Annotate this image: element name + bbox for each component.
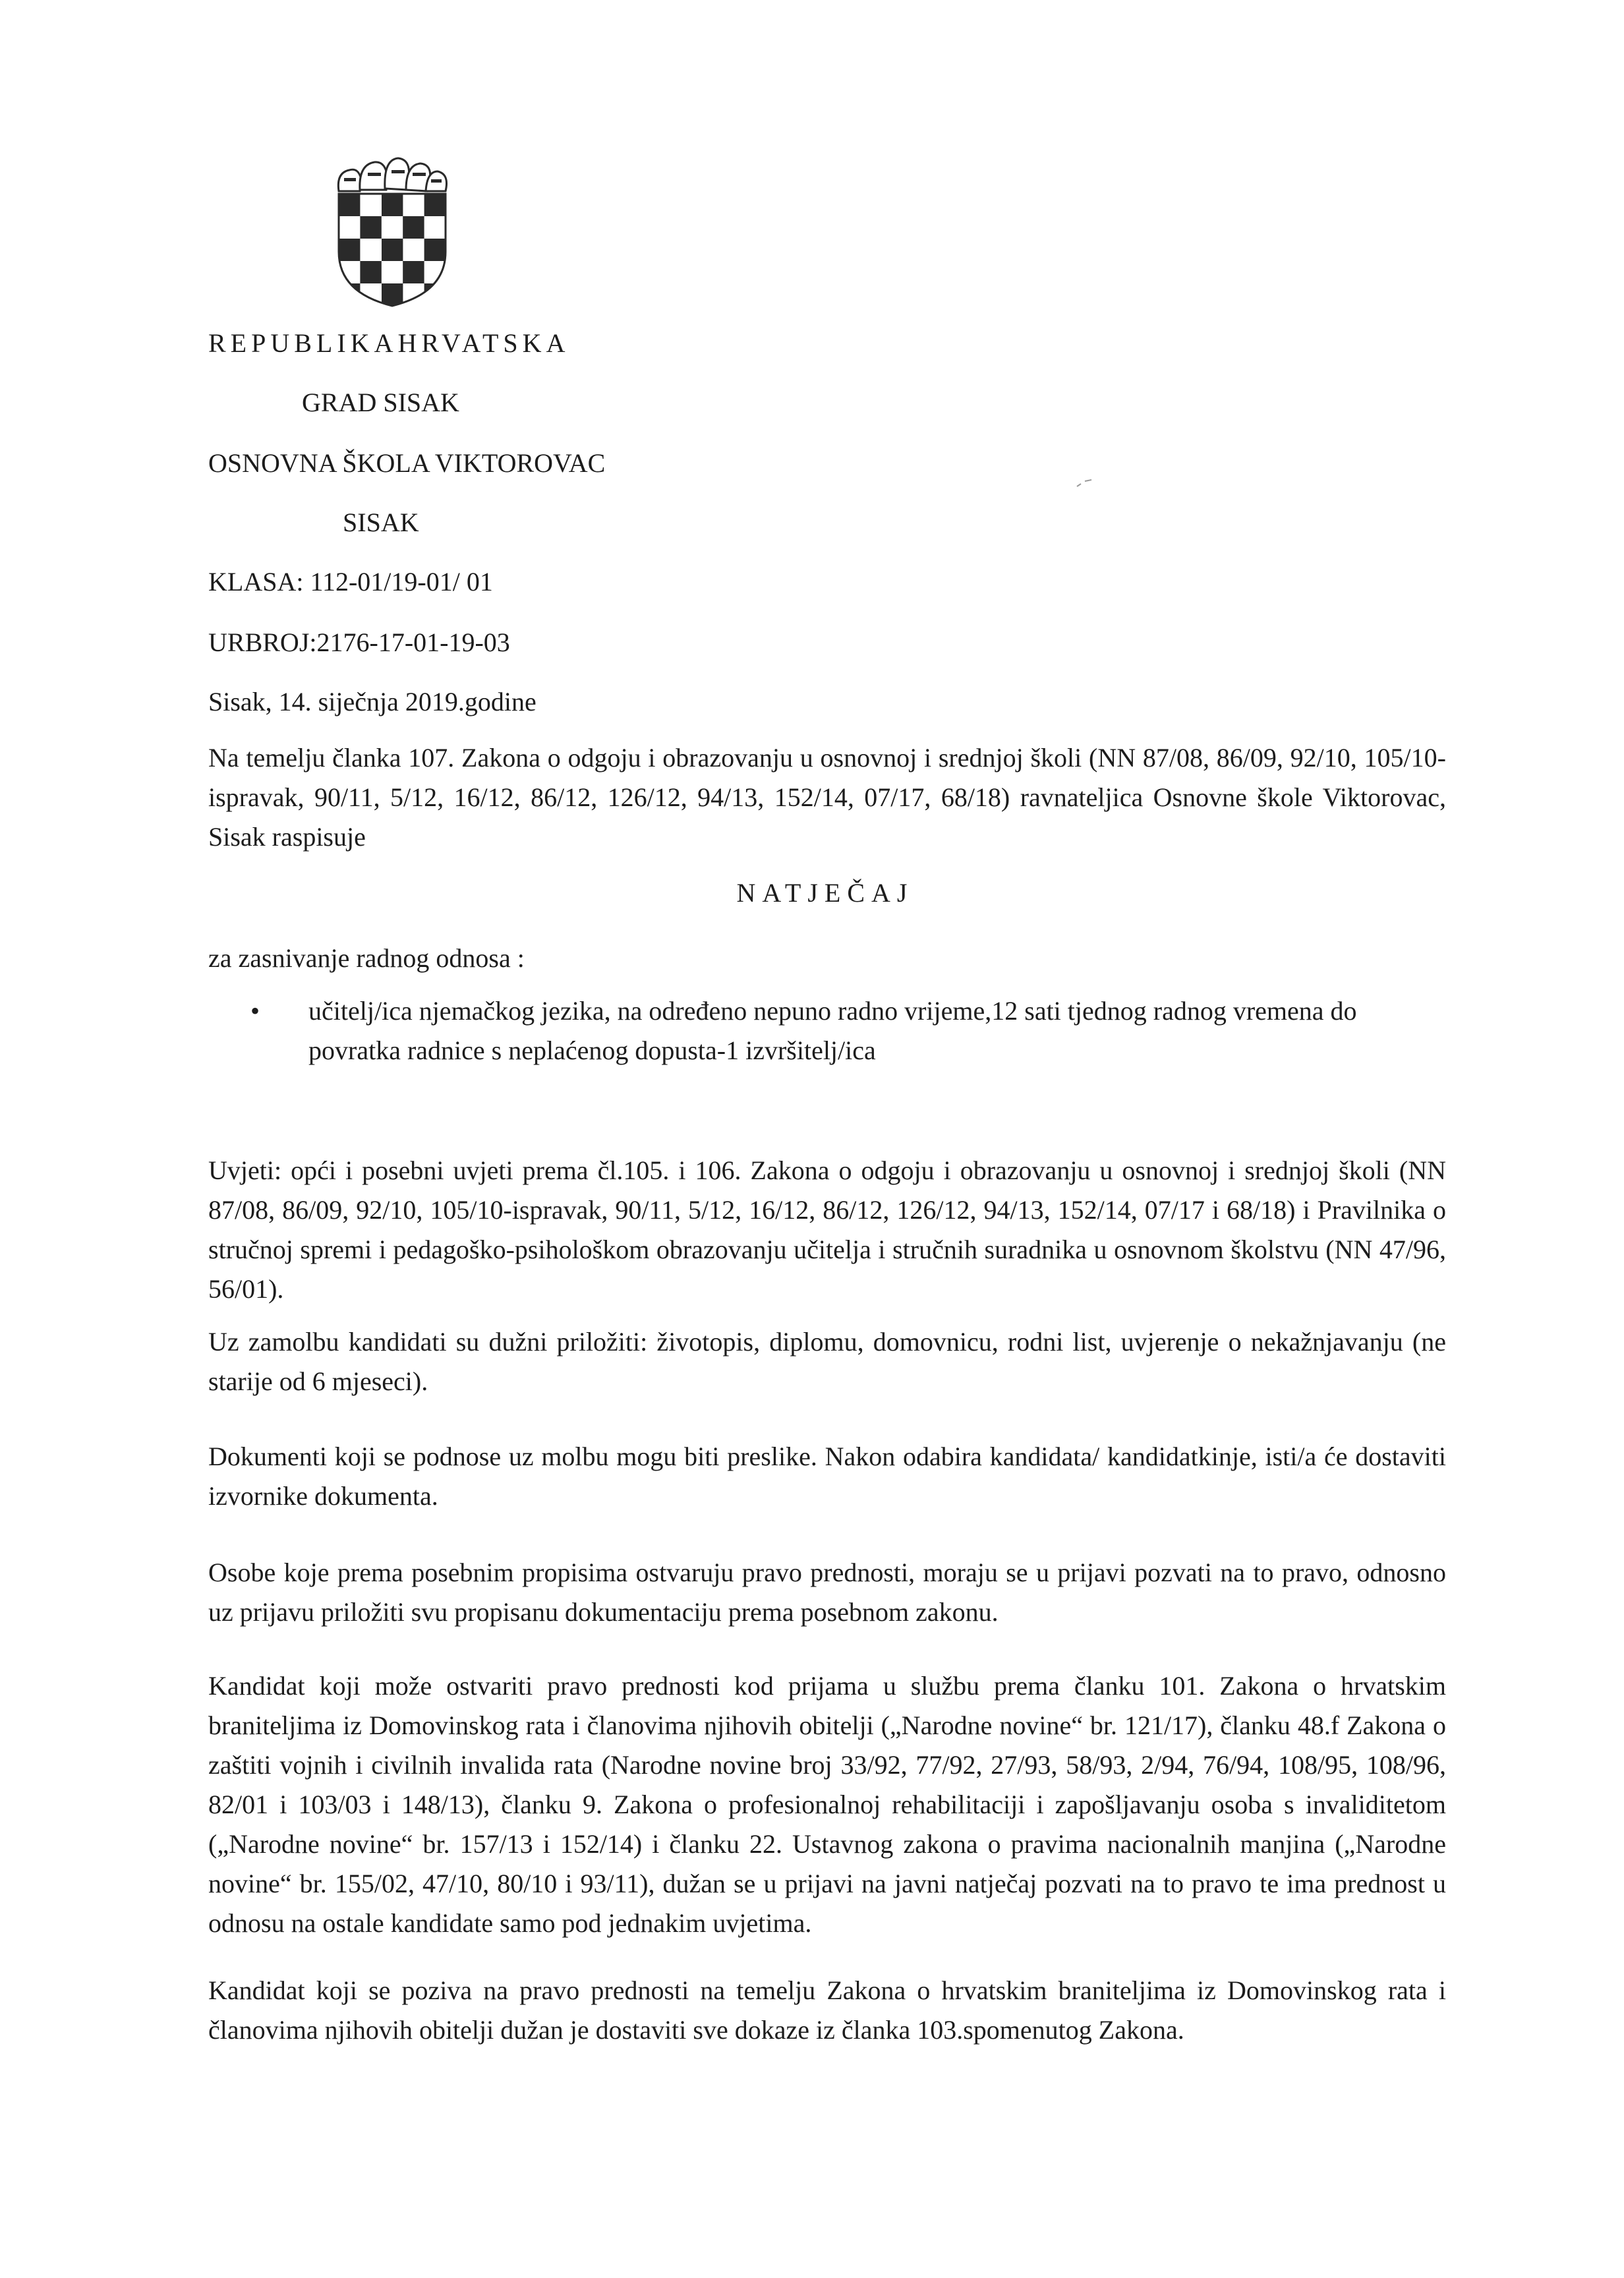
- urbroj-number: URBROJ:2176-17-01-19-03: [208, 628, 510, 657]
- employment-heading: za zasnivanje radnog odnosa :: [208, 943, 525, 973]
- document-title: NATJEČAJ: [736, 878, 914, 908]
- klasa-number: KLASA: 112-01/19-01/ 01: [208, 567, 493, 597]
- priority-candidate-paragraph: Kandidat koji može ostvariti pravo prednosti kod prijama u službu prema članku 101. Zakona o hrvatskim braniteljima iz Domovinskog rata i članovima njihovih obitelji („Narodne novine“ br. 121/17), članku 48.f Zakona o zaštiti vojnih i civilnih invalida rata (Narodne novine broj 33/92, 77/92, 27/93, 58/93, 2/94, 76/94, 108/95, 108/96, 82/01 i 103/03 i 148/13), članku 9. Zakona o profesionalnoj rehabilitaciji i zapošljavanju osoba s invaliditetom („Narodne novine“ br. 157/13 i 152/14) i članku 22. Ustavnog zakona o pravima nacionalnih manjina („Narodne novine“ br. 155/02, 47/10, 80/10 i 93/11), dužan se u prijavi na javni natječaj pozvati na to pravo te ima prednost u odnosu na ostale kandidate samo pod jednakim uvjetima.: [208, 1671, 1446, 1938]
- document-copies-paragraph: Dokumenti koji se podnose uz molbu mogu biti preslike. Nakon odabira kandidata/ kandidatkinje, isti/a će dostaviti izvornike dokumenta.: [208, 1442, 1446, 1511]
- country-name: REPUBLIKAHRVATSKA: [208, 328, 570, 358]
- school-name: OSNOVNA ŠKOLA VIKTOROVAC: [208, 448, 606, 478]
- position-description: učitelj/ica njemačkog jezika, na određeno nepuno radno vrijeme,12 sati tjednog radnog vremena do povratka radnice s neplaćenog dopusta-1 izvršitelj/ica: [308, 996, 1357, 1065]
- veterans-candidate-paragraph: Kandidat koji se poziva na pravo prednosti na temelju Zakona o hrvatskim braniteljima iz Domovinskog rata i članovima njihovih obitelji dužan je dostaviti sve dokaze iz članka 103.spomenutog Zakona.: [208, 1975, 1446, 2045]
- priority-rights-paragraph: Osobe koje prema posebnim propisima ostvaruju pravo prednosti, moraju se u prijavi pozvati na to pravo, odnosno uz prijavu priložiti svu propisanu dokumentaciju prema posebnom zakonu.: [208, 1558, 1446, 1627]
- bullet-icon: •: [250, 996, 260, 1026]
- intro-paragraph: Na temelju članka 107. Zakona o odgoju i obrazovanju u osnovnoj i srednjoj školi (NN 87/08, 86/09, 92/10, 105/10-ispravak, 90/11, 5/12, 16/12, 86/12, 126/12, 94/13, 152/14, 07/17, 68/18) ravnateljica Osnovne škole Viktorovac, Sisak raspisuje: [208, 743, 1446, 852]
- croatian-coat-of-arms-icon: [330, 153, 455, 311]
- city-name: GRAD SISAK: [302, 388, 459, 417]
- required-documents-paragraph: Uz zamolbu kandidati su dužni priložiti: životopis, diplomu, domovnicu, rodni list, uvjerenje o nekažnjavanju (ne starije od 6 mjeseci).: [208, 1327, 1446, 1396]
- document-date: Sisak, 14. siječnja 2019.godine: [208, 687, 536, 716]
- conditions-paragraph: Uvjeti: opći i posebni uvjeti prema čl.105. i 106. Zakona o odgoju i obrazovanju u osnovnoj i srednjoj školi (NN 87/08, 86/09, 92/10, 105/10-ispravak, 90/11, 5/12, 16/12, 86/12, 126/12, 94/13, 152/14, 07/17 i 68/18) i Pravilnika o stručnoj spremi i pedagoško-psihološkom obrazovanju učitelja i stručnih suradnika u osnovnom školstvu (NN 47/96, 56/01).: [208, 1155, 1446, 1304]
- school-location: SISAK: [343, 508, 419, 537]
- scan-speck: [1076, 479, 1102, 488]
